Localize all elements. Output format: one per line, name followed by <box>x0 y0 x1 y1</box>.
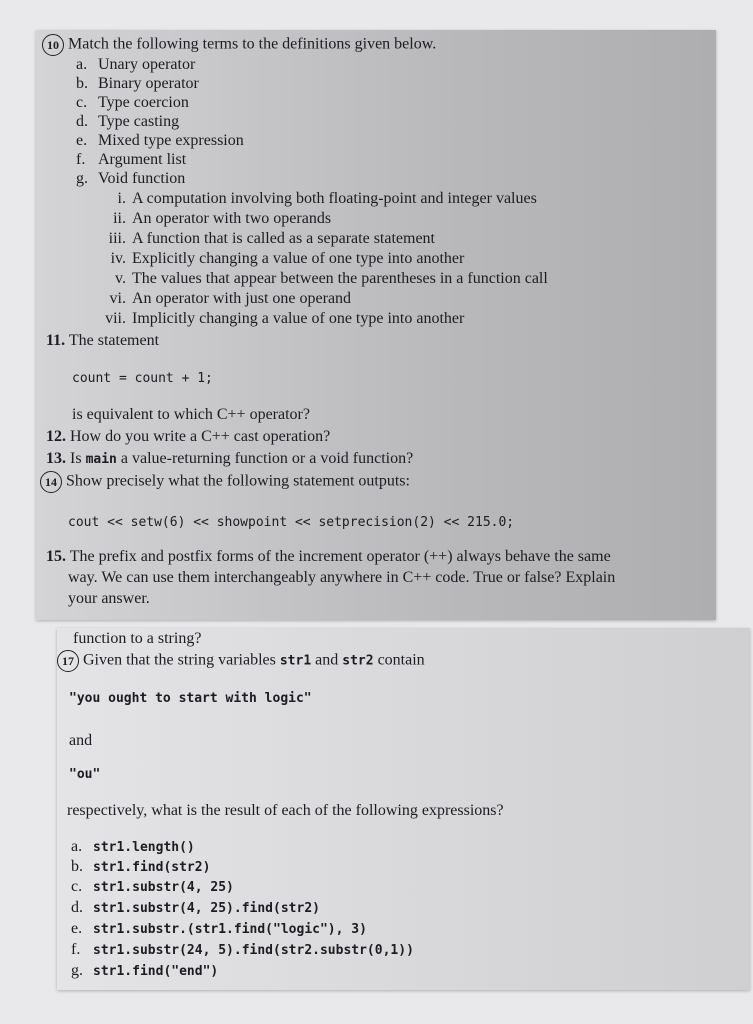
question-11-code: count = count + 1; <box>72 371 213 386</box>
term-item: g. Void function <box>76 170 186 187</box>
definition-item: vii. Implicitly changing a value of one type into another <box>105 310 465 327</box>
question-11-prompt: The statement <box>68 332 160 349</box>
question-14-number-circle: 14 <box>40 471 62 493</box>
term-item: d. Type casting <box>76 113 180 130</box>
question-11-number: 11. <box>46 332 66 349</box>
question-13 <box>46 450 413 469</box>
question-13-number: 13. <box>46 450 66 467</box>
term-item: e. Mixed type expression <box>76 132 244 149</box>
question-12 <box>46 428 330 446</box>
question-12-text: How do you write a C++ cast operation? <box>70 428 331 445</box>
question-15-line-2: way. We can use them interchangeably anywhere in C++ code. True or false? Explain <box>68 569 616 586</box>
question-15-line-1: 15. The prefix and postfix forms of the increment operator (++) always behave the same <box>46 548 611 565</box>
variable-str2: str2 <box>342 653 374 669</box>
question-11-header <box>46 332 159 350</box>
question-14-text: Show precisely what the following statement outputs: <box>66 472 410 490</box>
definition-item: iii. A function that is called as a separate statement <box>108 230 435 247</box>
question-13-text-before: Is <box>70 450 82 467</box>
question-13-text-after: a value-returning function or a void function? <box>120 450 414 467</box>
question-11-followup: is equivalent to which C++ operator? <box>72 406 310 423</box>
expression-item: b. str1.find(str2) <box>71 858 211 875</box>
question-13-code: main <box>85 452 117 467</box>
term-item: c. Type coercion <box>76 94 189 111</box>
question-10-header <box>42 34 436 56</box>
question-10-prompt: Match the following terms to the definitions given below. <box>68 35 437 53</box>
definition-item: iv. Explicitly changing a value of one type into another <box>110 250 465 267</box>
definition-item: v. The values that appear between the parentheses in a function call <box>115 270 548 287</box>
question-17-intro: 17 Given that the string variables str1 and str2 contain <box>57 650 425 672</box>
expression-item: d. str1.substr(4, 25).find(str2) <box>71 899 320 916</box>
question-14-header <box>40 471 410 493</box>
term-item: a. Unary operator <box>76 56 196 73</box>
definition-item: i. A computation involving both floating-point and integer values <box>117 190 537 207</box>
variable-str1: str1 <box>279 653 312 669</box>
question-16-tail: function to a string? <box>73 630 202 647</box>
expression-item: c. str1.substr(4, 25) <box>71 878 234 895</box>
definition-item: ii. An operator with two operands <box>113 210 332 227</box>
bottom-page-section <box>57 628 750 990</box>
term-item: b. Binary operator <box>76 75 199 92</box>
question-17-value-1: "you ought to start with logic" <box>69 691 312 706</box>
question-17-question: respectively, what is the result of each of the following expressions? <box>67 802 504 819</box>
question-17-and: and <box>69 732 93 749</box>
question-14-code: cout << setw(6) << showpoint << setprecision(2) << 215.0; <box>68 515 515 530</box>
term-item: f. Argument list <box>76 151 187 168</box>
question-15-number: 15. <box>46 548 66 565</box>
expression-item: f. str1.substr(24, 5).find(str2.substr(0,1)) <box>71 941 414 958</box>
question-12-number: 12. <box>46 428 66 445</box>
definition-item: vi. An operator with just one operand <box>109 290 352 307</box>
expression-item: g. str1.find("end") <box>71 962 219 979</box>
question-10-number-circle: 10 <box>42 34 64 56</box>
question-17-value-2: "ou" <box>69 767 101 782</box>
expression-item: a. str1.length() <box>71 838 195 855</box>
expression-item: e. str1.substr.(str1.find("logic"), 3) <box>71 920 367 937</box>
top-page-section <box>36 30 716 620</box>
question-15-line-3: your answer. <box>68 590 150 607</box>
question-17-number-circle: 17 <box>57 650 79 672</box>
